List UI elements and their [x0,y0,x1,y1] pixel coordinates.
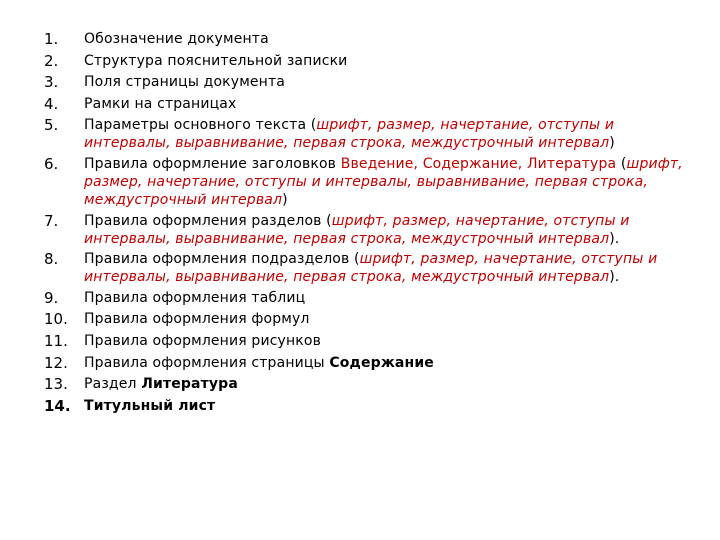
list-item-text [84,29,684,48]
list-item [44,331,684,351]
list-item-number: 10. [44,310,68,329]
list-item-text [84,331,684,350]
text-segment: Правила оформления подразделов ( [84,251,360,268]
text-segment: ) [282,191,288,208]
list-item-number: 4. [44,94,59,113]
list-item-number: 11. [44,331,68,350]
list-item-text [84,309,684,328]
list-item-number: 2. [44,51,59,70]
list-item-text [84,374,684,393]
list-item [44,29,684,49]
list-item-text [84,72,684,91]
highlighted-heading-names: Введение, Содержание, Литература [340,155,617,172]
text-segment: Правила оформления страницы [84,354,330,371]
parameter-list-text: шрифт, размер, начертание, отступы и интервалы, выравнивание, первая строка, междустрочный интервал [84,117,615,152]
list-item [44,374,684,394]
bold-term: Титульный лист [84,397,216,414]
parameter-list-text: шрифт, размер, начертание, отступы и интервалы, выравнивание, первая строка, междустрочный интервал [84,251,658,286]
text-segment: ). [609,269,620,286]
list-item-number: 6. [44,154,59,173]
list-item [44,154,684,209]
text-segment: ( [616,155,627,172]
list-item [44,94,684,114]
text-segment: Правила оформления формул [84,311,310,328]
list-item [44,353,684,373]
list-item-number: 1. [44,30,59,48]
text-segment: Параметры основного текста ( [84,117,317,134]
list-item [44,249,684,286]
text-segment: ). [609,230,620,247]
text-segment: Обозначение документа [84,31,269,47]
list-item-number: 13. [44,375,68,394]
bold-term: Литература [141,376,238,393]
list-item [44,51,684,71]
list-item-text [84,51,684,70]
list-item-number: 3. [44,73,59,92]
text-segment: Структура пояснительной записки [84,52,348,69]
list-item-text [84,249,684,286]
text-segment: Правила оформления рисунков [84,332,321,349]
parameter-list-text: шрифт, размер, начертание, отступы и интервалы, выравнивание, первая строка, междустрочный интервал [84,155,683,208]
list-item-text [84,94,684,113]
list-item-text [84,353,684,372]
list-item-number: 12. [44,353,68,372]
list-item-number: 9. [44,288,59,307]
list-item-number: 14. [44,396,71,415]
list-item [44,309,684,329]
text-segment: Поля страницы документа [84,74,286,91]
list-item [44,211,684,248]
list-item-text [84,115,684,152]
list-item [44,72,684,92]
text-segment: Рамки на страницах [84,95,237,112]
list-item-number: 8. [44,250,59,269]
text-segment: Правила оформления разделов ( [84,212,332,229]
list-item-text [84,288,684,307]
list-item-text [84,396,684,415]
parameter-list-text: шрифт, размер, начертание, отступы и интервалы, выравнивание, первая строка, междустрочный интервал [84,212,630,247]
text-segment: Правила оформление заголовков [84,155,341,172]
list-item-number: 7. [44,211,59,230]
list-item [44,396,684,416]
list-item-text [84,154,684,209]
bold-term: Содержание [329,354,434,371]
text-segment: ) [609,135,615,152]
list-item-number: 5. [44,116,59,135]
list-item-text [84,211,684,248]
requirements-list [44,29,684,417]
text-segment: Раздел [84,376,142,393]
list-item [44,288,684,308]
list-item [44,115,684,152]
text-segment: Правила оформления таблиц [84,289,306,306]
